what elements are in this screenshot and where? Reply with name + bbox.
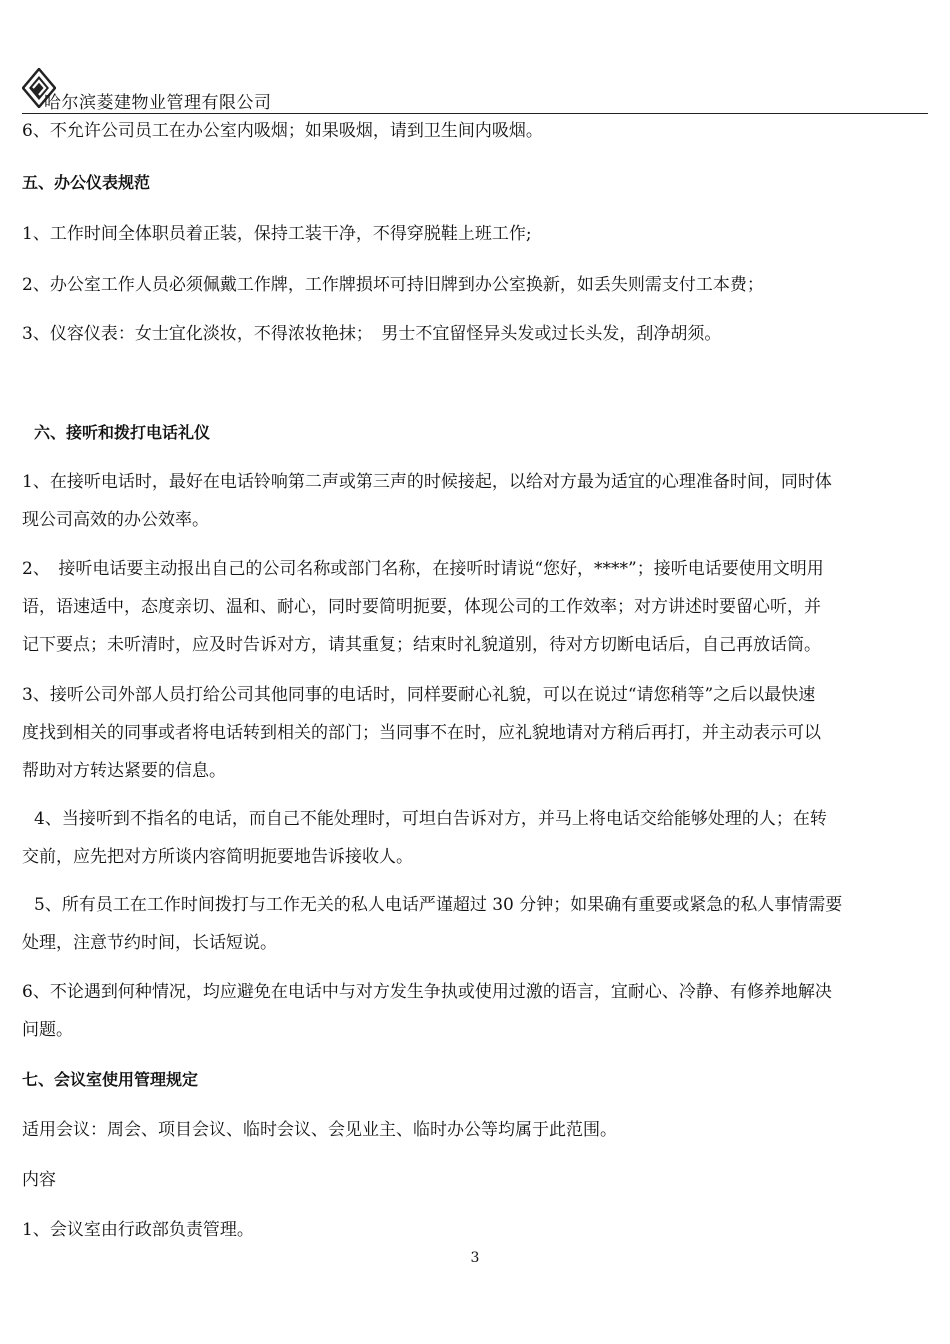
paragraph-6-6-line-2: 问题。	[22, 1020, 73, 1040]
section-5-heading: 五、办公仪表规范	[22, 173, 151, 192]
paragraph-6-1-line-2: 现公司高效的办公效率。	[22, 510, 209, 530]
paragraph-5-1: 1、工作时间全体职员着正装，保持工装干净，不得穿脱鞋上班工作;	[22, 224, 532, 244]
company-name: 哈尔滨菱建物业管理有限公司	[44, 93, 272, 113]
paragraph-7-scope: 适用会议：周会、项目会议、临时会议、会见业主、临时办公等均属于此范围。	[22, 1120, 617, 1140]
paragraph-6-2-line-3: 记下要点；未听清时，应及时告诉对方，请其重复；结束时礼貌道别，待对方切断电话后，自己再放话筒。	[22, 635, 821, 655]
paragraph-6-2-line-1: 2、 接听电话要主动报出自己的公司名称或部门名称，在接听时请说“您好，****”；接听电话要使用文明用	[22, 559, 824, 579]
paragraph-6-5-line-1: 5、所有员工在工作时间拨打与工作无关的私人电话严谨超过 30 分钟；如果确有重要或紧急的私人事情需要	[34, 895, 843, 915]
section-6-heading: 六、接听和拨打电话礼仪	[34, 423, 211, 442]
paragraph-6-2-line-2: 语，语速适中，态度亲切、温和、耐心，同时要简明扼要，体现公司的工作效率；对方讲述时要留心听，并	[22, 597, 821, 617]
paragraph-5-3: 3、仪容仪表：女士宜化淡妆，不得浓妆艳抹； 男士不宜留怪异头发或过长头发，刮净胡须。	[22, 324, 722, 344]
section-7-heading: 七、会议室使用管理规定	[22, 1070, 199, 1089]
rule-6-no-smoking: 6、不允许公司员工在办公室内吸烟；如果吸烟，请到卫生间内吸烟。	[22, 121, 543, 141]
page-header	[22, 66, 928, 114]
paragraph-7-content-label: 内容	[22, 1170, 56, 1190]
paragraph-5-2: 2、办公室工作人员必须佩戴工作牌，工作牌损坏可持旧牌到办公室换新，如丢失则需支付工本费；	[22, 275, 764, 295]
paragraph-6-5-line-2: 处理，注意节约时间，长话短说。	[22, 933, 277, 953]
paragraph-6-6-line-1: 6、不论遇到何种情况，均应避免在电话中与对方发生争执或使用过激的语言，宜耐心、冷静、有修养地解决	[22, 982, 832, 1002]
paragraph-6-1-line-1: 1、在接听电话时，最好在电话铃响第二声或第三声的时候接起，以给对方最为适宜的心理准备时间，同时体	[22, 472, 832, 492]
paragraph-6-4-line-1: 4、当接听到不指名的电话，而自己不能处理时，可坦白告诉对方，并马上将电话交给能够处理的人；在转	[34, 809, 827, 829]
page-number: 3	[470, 1250, 480, 1266]
paragraph-7-1: 1、会议室由行政部负责管理。	[22, 1220, 254, 1240]
paragraph-6-3-line-2: 度找到相关的同事或者将电话转到相关的部门；当同事不在时，应礼貌地请对方稍后再打，并主动表示可以	[22, 723, 821, 743]
paragraph-6-3-line-1: 3、接听公司外部人员打给公司其他同事的电话时，同样要耐心礼貌，可以在说过“请您稍等”之后以最快速	[22, 685, 816, 705]
paragraph-6-4-line-2: 交前，应先把对方所谈内容简明扼要地告诉接收人。	[22, 847, 413, 867]
paragraph-6-3-line-3: 帮助对方转达紧要的信息。	[22, 761, 226, 781]
